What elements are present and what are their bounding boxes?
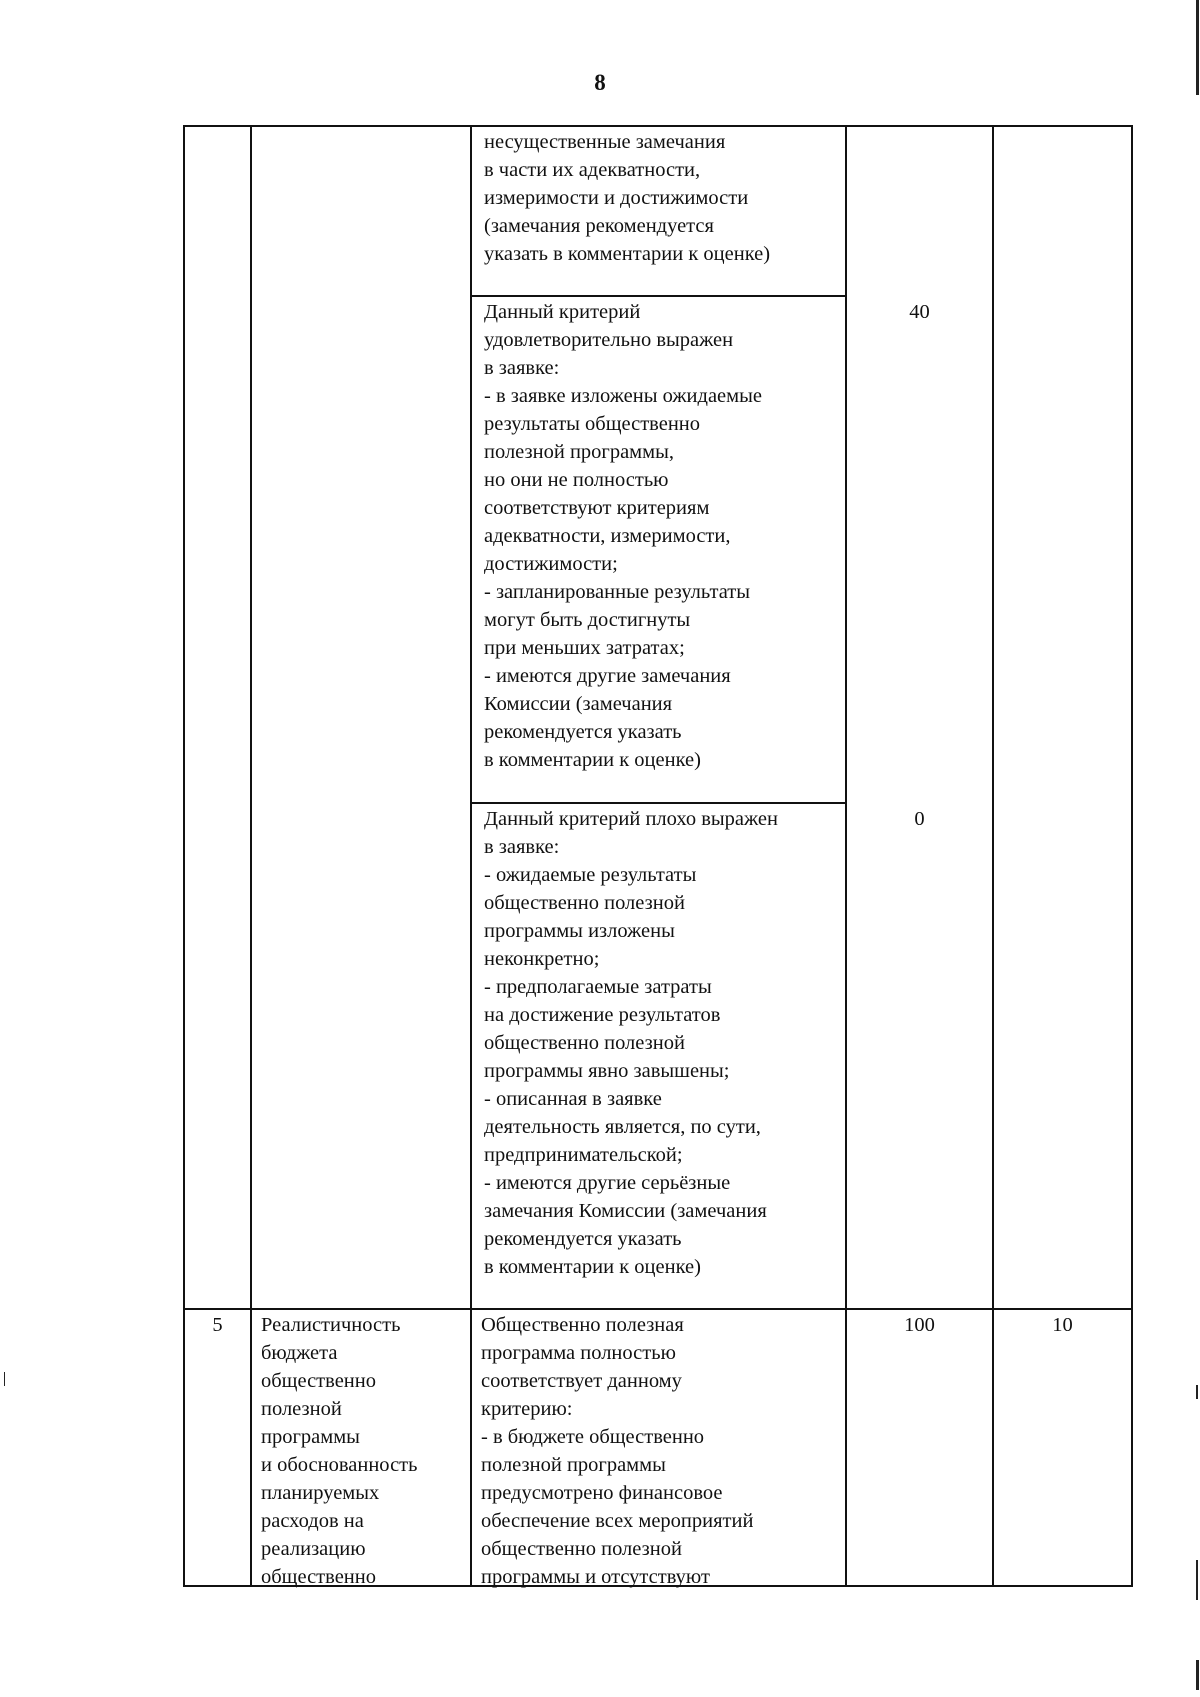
row-divider-5 bbox=[183, 1308, 1133, 1310]
scan-edge-mark bbox=[1196, 1660, 1199, 1690]
row-b-score: 40 bbox=[909, 301, 930, 323]
row-5-criterion: Реалистичность бюджета общественно полезной программы и обоснованность планируемых расходов на реализацию общественно bbox=[261, 1314, 418, 1588]
row-5-description: Общественно полезная программа полностью соответствует данному критерию: - в бюджете общественно полезной программы предусмотрено финансовое обеспечение всех мероприятий общественно полезной программы и отсутствуют bbox=[481, 1314, 754, 1588]
row-5-weight: 10 bbox=[1052, 1314, 1073, 1336]
table-border-right bbox=[1131, 125, 1133, 1585]
table-divider-score bbox=[992, 125, 994, 1585]
table-divider-number bbox=[250, 125, 252, 1585]
row-c-score: 0 bbox=[914, 808, 925, 830]
table-divider-description bbox=[845, 125, 847, 1585]
row-b-description: Данный критерий удовлетворительно выражен в заявке: - в заявке изложены ожидаемые результаты общественно полезной программы, но они не полностью соответствуют критериям адекватности, измеримости, достижимости; - запланированные результаты могут быть достигнуты при меньших затратах; - имеются другие замечания Комиссии (замечания рекомендуется указать в комментарии к оценке) bbox=[484, 301, 762, 771]
page-number: 8 bbox=[594, 70, 606, 95]
row-5-score: 100 bbox=[904, 1314, 935, 1336]
table-border-left bbox=[183, 125, 185, 1585]
scan-edge-mark bbox=[1196, 1385, 1198, 1399]
row-divider-b bbox=[470, 802, 847, 804]
table-divider-criterion bbox=[470, 125, 472, 1585]
row-5-number: 5 bbox=[212, 1314, 223, 1336]
scan-edge-mark bbox=[4, 1372, 5, 1386]
scan-edge-mark bbox=[1196, 0, 1199, 95]
scan-edge-mark bbox=[1196, 1560, 1198, 1600]
row-c-description: Данный критерий плохо выражен в заявке: - ожидаемые результаты общественно полезной программы изложены неконкретно; - предполагаемые затраты на достижение результатов общественно полезной программы явно завышены; - описанная в заявке деятельность является, по сути, предпринимательской; - имеются другие серьёзные замечания Комиссии (замечания рекомендуется указать в комментарии к оценке) bbox=[484, 808, 778, 1278]
row-a-description: несущественные замечания в части их адекватности, измеримости и достижимости (замечания рекомендуется указать в комментарии к оценке) bbox=[484, 131, 771, 265]
table-border-top bbox=[183, 125, 1133, 127]
row-divider-a bbox=[470, 295, 847, 297]
